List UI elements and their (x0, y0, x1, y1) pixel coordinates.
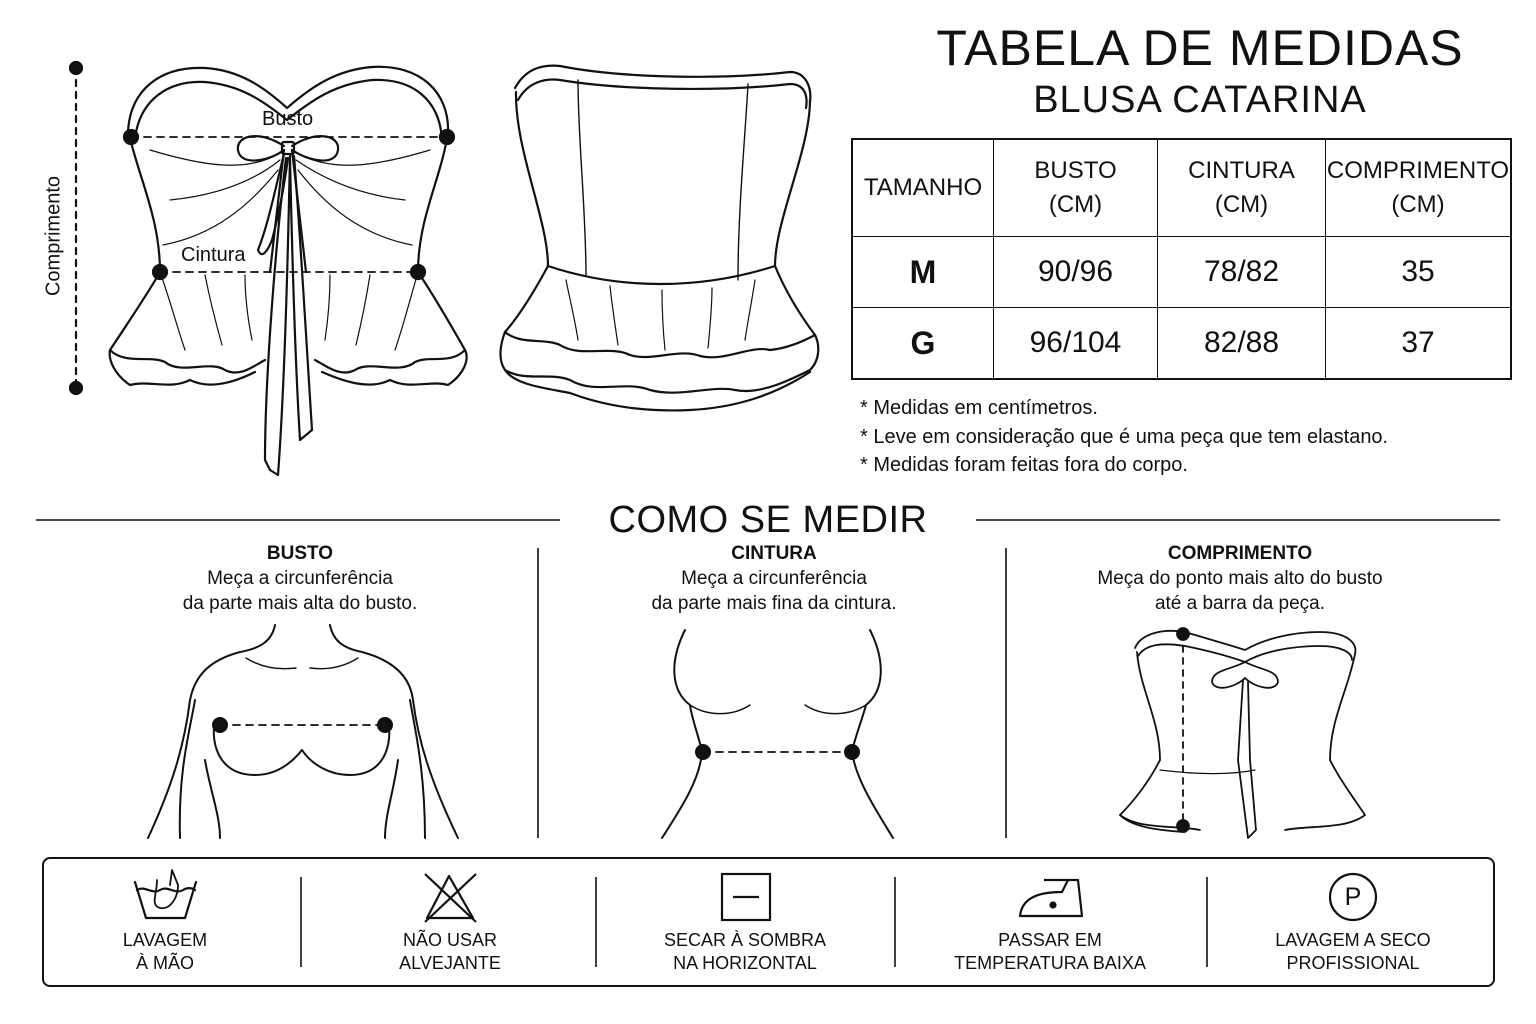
how-to-text: da parte mais alta do busto. (182, 593, 418, 614)
care-label-line: TEMPERATURA BAIXA (954, 953, 1146, 973)
care-label-hand-wash (80, 929, 250, 975)
bust-cell: 96/104 (994, 308, 1158, 380)
how-to-text: da parte mais fina da cintura. (651, 593, 897, 614)
care-label-line: ALVEJANTE (399, 953, 501, 973)
how-to-bust (100, 541, 500, 616)
how-to-text: Meça do ponto mais alto do busto (1097, 568, 1383, 589)
header-bust: BUSTO (CM) (994, 139, 1158, 237)
care-label-iron-low (940, 929, 1160, 975)
care-label-line: SECAR À SOMBRA (663, 930, 827, 950)
table-row (852, 237, 1511, 308)
care-label-line: PROFISSIONAL (1286, 953, 1420, 973)
length-measure-line (70, 62, 82, 394)
how-to-text: até a barra da peça. (1154, 593, 1326, 614)
care-label-dry-clean (1250, 929, 1456, 975)
product-name: BLUSA CATARINA (1033, 79, 1367, 121)
how-to-text: Meça a circunferência (207, 568, 393, 589)
table-header-row (852, 139, 1511, 237)
length-label: Comprimento (42, 175, 65, 297)
how-to-heading: CINTURA (731, 543, 817, 564)
how-to-waist (574, 541, 974, 616)
table-row (852, 308, 1511, 380)
care-label-line: NA HORIZONTAL (673, 953, 817, 973)
size-cell: M (852, 237, 994, 308)
how-to-text: Meça a circunferência (681, 568, 867, 589)
header-waist: CINTURA (CM) (1158, 139, 1326, 237)
care-label-line: LAVAGEM A SECO (1275, 930, 1431, 950)
bust-cell: 90/96 (994, 237, 1158, 308)
size-cell: G (852, 308, 994, 380)
care-label-line: PASSAR EM (998, 930, 1102, 950)
care-label-no-bleach (360, 929, 540, 975)
waist-cell: 78/82 (1158, 237, 1326, 308)
page-title: TABELA DE MEDIDAS (936, 20, 1464, 76)
care-label-line: LAVAGEM (122, 930, 208, 950)
bust-label: Busto (262, 108, 314, 130)
note-item: * Medidas em centímetros. (860, 397, 1098, 419)
note-item: * Medidas foram feitas fora do corpo. (860, 454, 1188, 476)
care-label-line: À MÃO (135, 953, 194, 973)
how-to-heading: COMPRIMENTO (1167, 543, 1313, 564)
notes-list (860, 394, 1388, 480)
header-length: COMPRIMENTO (CM) (1326, 139, 1512, 237)
header-size: TAMANHO (852, 139, 994, 237)
waist-cell: 82/88 (1158, 308, 1326, 380)
how-to-length (1040, 541, 1440, 616)
how-to-heading: BUSTO (266, 543, 334, 564)
length-cell: 37 (1326, 308, 1512, 380)
size-table (851, 138, 1512, 380)
note-item: * Leve em consideração que é uma peça que tem elastano. (860, 425, 1389, 448)
waist-label: Cintura (181, 244, 246, 266)
care-label-line: NÃO USAR (402, 930, 498, 950)
length-cell: 35 (1326, 237, 1512, 308)
care-label-dry-shade (640, 929, 850, 975)
how-to-measure-title: COMO SE MEDIR (560, 497, 976, 543)
dry-clean-p-symbol: P (1344, 883, 1362, 911)
